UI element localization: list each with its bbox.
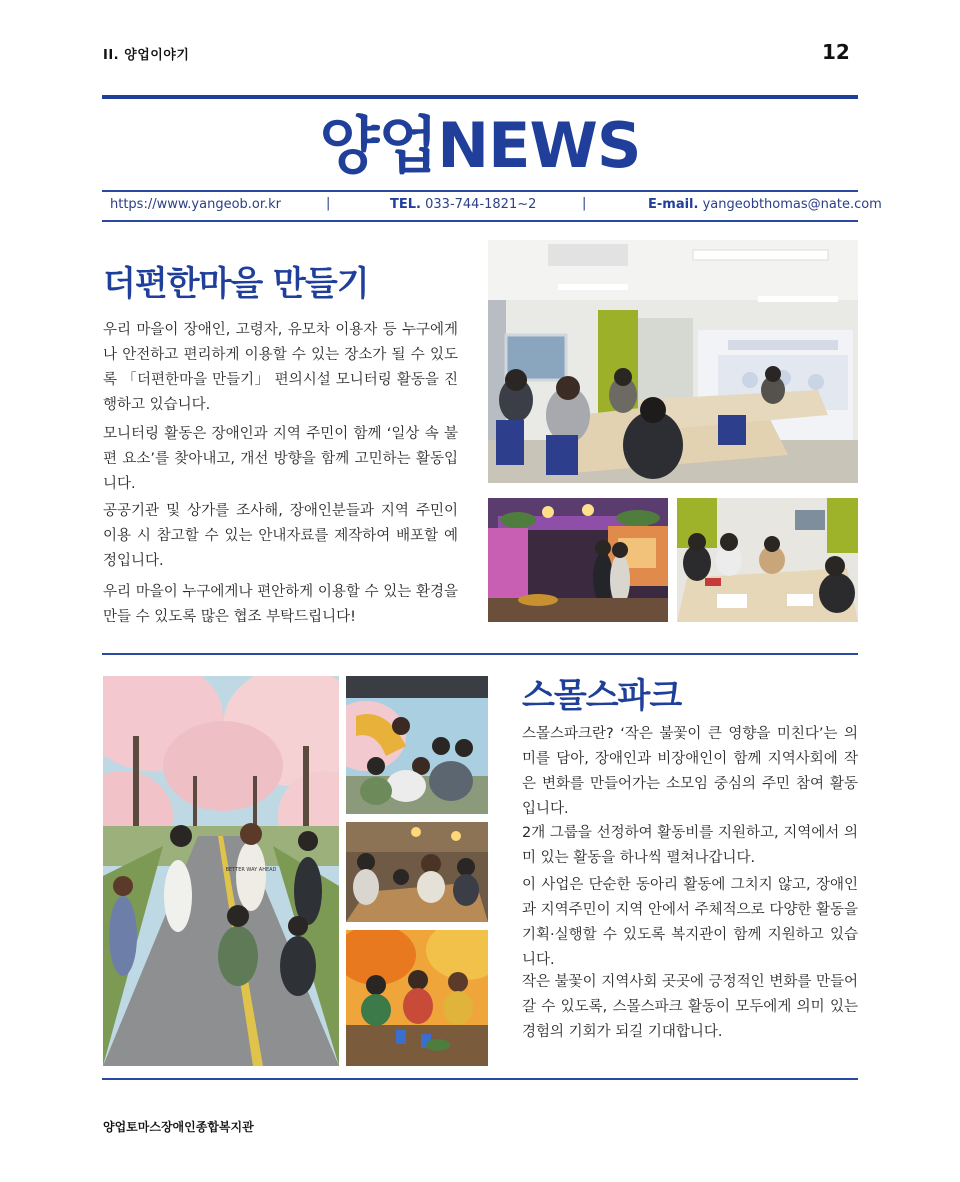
meeting-room-photo [488, 240, 858, 483]
cherry-blossom-illustration [103, 676, 339, 1066]
article1-paragraph: 모니터링 활동은 장애인과 지역 주민이 함께 ‘일상 속 불편 요소’를 찾아내고, 개선 방향을 함께 고민하는 활동입니다. [103, 426, 458, 492]
tshirt-text: BETTER WAY AHEAD [225, 867, 277, 873]
group-table-photo [677, 498, 858, 622]
article1-title: 더편한마을 만들기 [103, 264, 369, 304]
article2-paragraph: 2개 그룹을 선정하여 활동비를 지원하고, 지역에서 의미 있는 활동을 하나씩 펼쳐나갑니다. [522, 825, 858, 866]
article1-paragraph: 우리 마을이 장애인, 고령자, 유모차 이용자 등 누구에게나 안전하고 편리하게 이용할 수 있는 장소가 될 수 있도록 「더편한마을 만들기」 편의시설 모니터링 활동을 진행하고 있습니다. [103, 322, 458, 413]
contact-tel [390, 197, 536, 212]
article1-paragraph: 공공기관 및 상가를 조사해, 장애인분들과 지역 주민이 이용 시 참고할 수 있는 안내자료를 제작하여 배포할 예정입니다. [103, 503, 458, 569]
masthead-title: 양업NEWS [319, 109, 641, 182]
contact-rule-bottom [102, 220, 858, 222]
autumn-game-illustration [346, 930, 488, 1066]
article1-paragraph: 우리 마을이 누구에게나 편안하게 이용할 수 있는 환경을 만들 수 있도록 많은 협조 부탁드립니다! [103, 584, 458, 625]
contact-separator: | [582, 196, 587, 211]
bottom-rule [102, 1078, 858, 1080]
contact-rule-top [102, 190, 858, 192]
section-label: II. 양업이야기 [103, 48, 190, 63]
email-value[interactable]: yangeobthomas@nate.com [702, 197, 882, 212]
cafe-photo [488, 498, 668, 622]
article2-title: 스몰스파크 [522, 676, 682, 716]
top-rule [102, 95, 858, 99]
cafe-gathering-illustration [346, 822, 488, 922]
page-number: 12 [822, 40, 850, 64]
tel-value: 033-744-1821~2 [425, 197, 537, 212]
article2-paragraph: 스몰스파크란? ‘작은 불꽃이 큰 영향을 미친다’는 의미를 담아, 장애인과 비장애인이 함께 지역사회에 작은 변화를 만들어가는 소모임 중심의 주민 참여 활동입니다. [522, 726, 858, 817]
article2-paragraph: 이 사업은 단순한 동아리 활동에 그치지 않고, 장애인과 지역주민이 지역 안에서 주체적으로 다양한 활동을 기획·실행할 수 있도록 복지관이 함께 지원하고 있습니다. [522, 877, 858, 968]
footer-org-name: 양업토마스장애인종합복지관 [103, 1120, 254, 1134]
contact-separator: | [326, 196, 331, 211]
article2-paragraph: 작은 불꽃이 지역사회 곳곳에 긍정적인 변화를 만들어갈 수 있도록, 스몰스파크 활동이 모두에게 의미 있는 경험의 기회가 되길 기대합니다. [522, 974, 858, 1040]
group-slide-illustration [346, 676, 488, 814]
section-divider [102, 653, 858, 655]
website-link[interactable]: https://www.yangeob.or.kr [110, 197, 282, 212]
tel-label: TEL. [390, 197, 421, 212]
email-label: E-mail. [648, 197, 699, 212]
contact-email [648, 197, 882, 212]
